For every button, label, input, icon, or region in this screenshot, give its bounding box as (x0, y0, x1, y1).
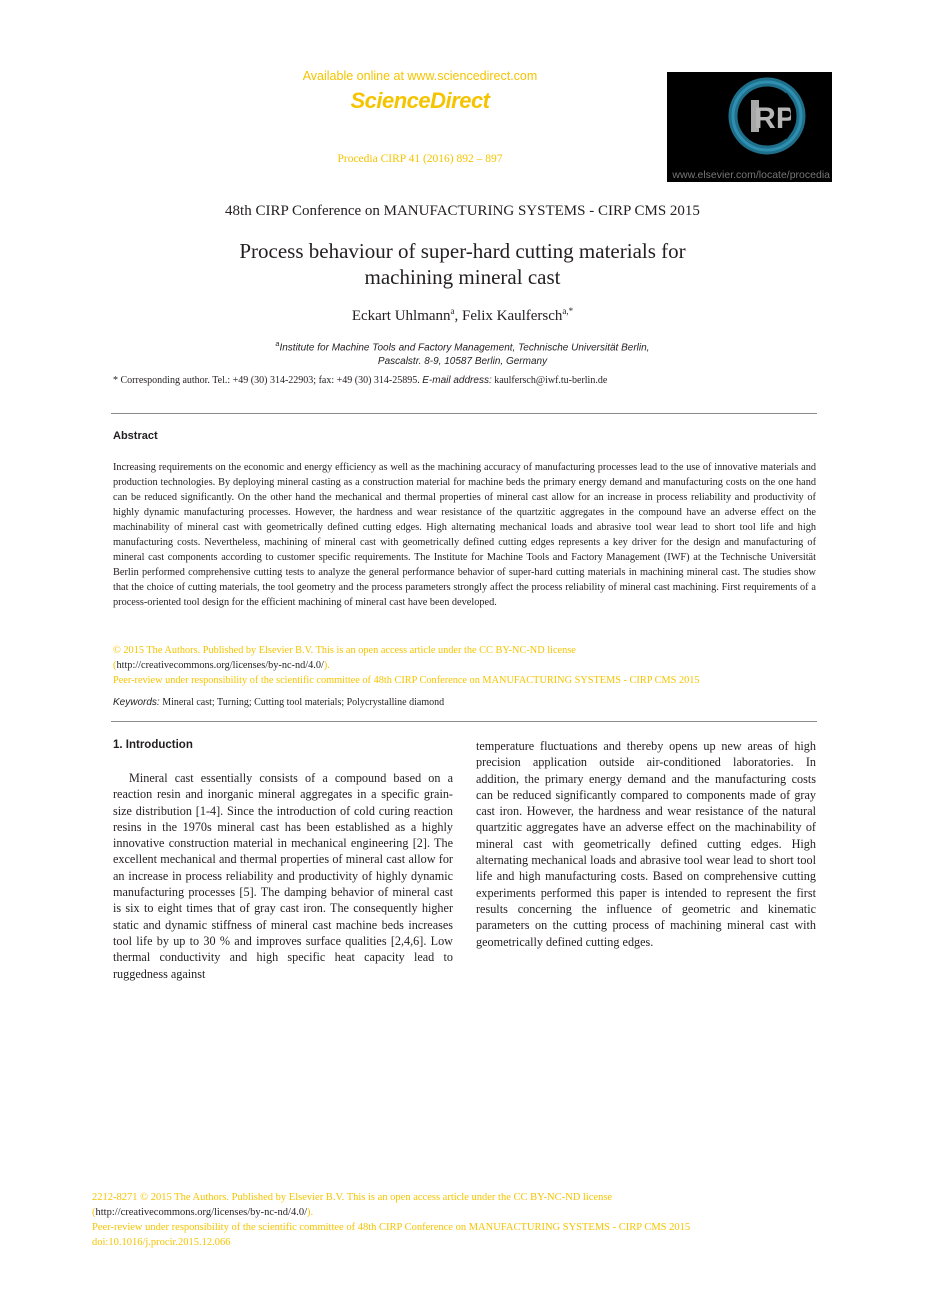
author-2-affil-mark: a,* (562, 306, 574, 316)
footer-doi[interactable]: doi:10.1016/j.procir.2015.12.066 (92, 1237, 231, 1248)
divider-top (111, 413, 817, 414)
authors (0, 306, 925, 325)
footer-license-link[interactable]: http://creativecommons.org/licenses/by-nc-nd/4.0/ (95, 1207, 308, 1218)
abstract-body: Increasing requirements on the economic and energy efficiency as well as the machining accuracy of manufacturing processes lead to the use of innovative materials and production technologies. By deploying mineral casting as a construction material for machine beds the primary energy demand and manufacturing costs on the one hand can be reduced significantly. On the other hand the mechanical and thermal properties of mineral cast allow for an increase in process reliability and productivity of highly dynamic manufacturing processes. However, the hardness and wear resistance of the quartzitic aggregates in the compound have an adverse effect on the machinability of mineral cast with geometrically defined cutting edges. High alternating mechanical loads and abrasive tool wear lead to short tool life and high manufacturing costs. Nevertheless, machining of mineral cast with geometrically defined cutting edges represents a key driver for the design and manufacturing of mineral cast components according to customer specific requirements. The Institute for Machine Tools and Factory Management (IWF) at the Technische Universität Berlin performed comprehensive cutting tests to analyze the general performance behavior of super-hard cutting materials in machining mineral cast. The studies show that the choice of cutting materials, the tool geometry and the process parameters strongly affect the process reliability of mineral cast machining. First requirements of a process-oriented tool design for the efficient machining of mineral cast have been developed. (113, 462, 816, 608)
corresponding-author (113, 375, 607, 386)
right-column (476, 738, 816, 950)
abstract-copyright-line: © 2015 The Authors. Published by Elsevier B.V. This is an open access article under the CC BY-NC-ND license (113, 645, 576, 656)
cirp-logo-letters: RP (754, 102, 796, 135)
abstract-peer-review: Peer-review under responsibility of the scientific committee of 48th CIRP Conference on MANUFACTURING SYSTEMS - CIRP CMS 2015 (113, 675, 700, 686)
paper-title (150, 238, 775, 290)
cirp-logo-box (667, 72, 832, 182)
abstract-license-link[interactable]: http://creativecommons.org/licenses/by-nc-nd/4.0/ (116, 660, 324, 671)
intro-paragraph-left: Mineral cast essentially consists of a compound based on a reaction resin and inorganic mineral aggregates in a specific grain-size distribution [1-4]. Since the introduction of cold curing reaction resins in the 1970s mineral cast has been established as a highly innovative construction material in mechanical engineering [2]. The excellent mechanical and thermal properties of mineral cast allow for an increase in process reliability and productivity of highly dynamic manufacturing processes [5]. The damping behavior of mineral cast is six to eight times that of gray cast iron. The consequently higher static and dynamic stiffness of mineral cast machine beds increases tool life by up to 30 % and improves surface qualities [2,4,6]. Low thermal conductivity and high specific heat capacity lead to ruggedness against (113, 771, 453, 981)
journal-reference: Procedia CIRP 41 (2016) 892 – 897 (337, 153, 503, 165)
email-label: E-mail address: (422, 375, 492, 386)
footer-copyright: 2212-8271 © 2015 The Authors. Published by Elsevier B.V. This is an open access article under the CC BY-NC-ND license (92, 1192, 613, 1203)
abstract-heading: Abstract (113, 430, 158, 442)
keywords-list: Mineral cast; Turning; Cutting tool materials; Polycrystalline diamond (159, 697, 445, 708)
author-1: Eckart Uhlmann (351, 308, 451, 324)
abstract-copyright (113, 643, 816, 688)
footer-paren-open: ( (92, 1207, 96, 1218)
author-separator: , (454, 308, 463, 324)
available-online-text: Available online at www.sciencedirect.com (302, 69, 538, 83)
email-link[interactable]: kaulfersch@iwf.tu-berlin.de (491, 375, 608, 386)
title-line-2: machining mineral cast (364, 265, 561, 289)
footer-peer-review: Peer-review under responsibility of the scientific committee of 48th CIRP Conference on MANUFACTURING SYSTEMS - CIRP CMS 2015 (92, 1222, 691, 1233)
affiliation-line-2: Pascalstr. 8-9, 10587 Berlin, Germany (377, 356, 548, 368)
cirp-url[interactable]: www.elsevier.com/locate/procedia (672, 169, 830, 181)
license-paren-open: ( (113, 660, 117, 671)
affiliation (0, 338, 925, 369)
left-column (113, 770, 453, 982)
author-1-affil-mark: a (450, 306, 455, 316)
cirp-logo-icon (667, 72, 832, 172)
footer (92, 1190, 852, 1250)
keywords-label: Keywords: (113, 697, 160, 708)
sciencedirect-logo: ScienceDirect (350, 88, 490, 113)
section-heading-introduction: 1. Introduction (113, 739, 193, 751)
affiliation-mark: a (275, 341, 280, 348)
conference-name: 48th CIRP Conference on MANUFACTURING SYSTEMS - CIRP CMS 2015 (225, 203, 700, 219)
intro-paragraph-right: temperature fluctuations and thereby opens up new areas of high precision application outside air-conditioned laboratories. In addition, the primary energy demand and the manufacturing costs can be reduced significantly compared to components made of gray cast iron. However, the hardness and wear resistance of the natural quartzitic aggregates have an adverse effect on the machinability of mineral cast with geometrically defined cutting edges. High alternating mechanical loads and abrasive tool wear lead to short tool life and high manufacturing costs. Based on comprehensive cutting experiments performed this paper is intended to represent the first results concerning the influence of geometric and kinematic parameters on the cutting process of machining mineral cast with geometrically defined cutting edges. (476, 739, 816, 949)
license-paren-close: ). (323, 660, 330, 671)
keywords (113, 697, 444, 708)
affiliation-line-1: Institute for Machine Tools and Factory Management, Technische Universität Berlin, (279, 342, 650, 354)
footer-paren-close: ). (307, 1207, 314, 1218)
author-2: Felix Kaulfersch (462, 308, 563, 324)
corresponding-text: * Corresponding author. Tel.: +49 (30) 314-22903; fax: +49 (30) 314-25895. (113, 375, 423, 386)
title-line-1: Process behaviour of super-hard cutting materials for (239, 239, 686, 263)
divider-bottom (111, 721, 817, 722)
